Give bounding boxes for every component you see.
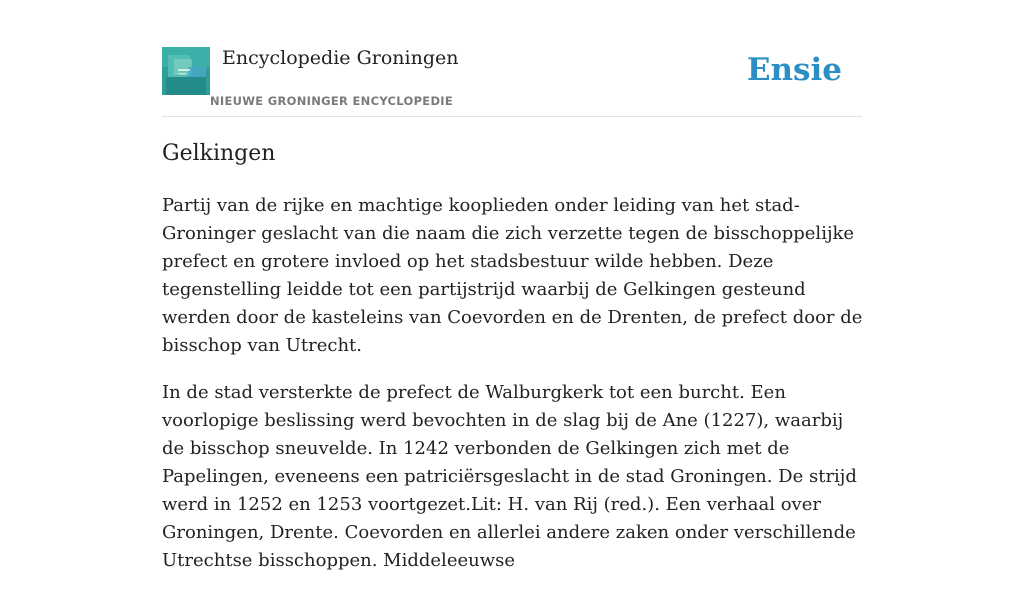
encyclopedia-logo-icon[interactable] xyxy=(162,47,210,95)
site-header xyxy=(162,46,862,117)
ensie-brand-logo[interactable]: Ensie xyxy=(746,52,842,88)
article xyxy=(162,138,864,594)
site-title[interactable]: Encyclopedie Groningen xyxy=(222,47,459,69)
article-paragraph-1: Partij van de rijke en machtige kooplieden onder leiding van het stad-Groninger geslacht van die naam die zich verzette tegen de bisschoppelijke prefect en grotere invloed op het stadsbestuur wilde hebben. Deze tegenstelling leidde tot een partijstrijd waarbij de Gelkingen gesteund werden door de kasteleins van Coevorden en de Drenten, de prefect door de bisschop van Utrecht. xyxy=(162,195,863,356)
article-paragraph-2: In de stad versterkte de prefect de Walburgkerk tot een burcht. Een voorlopige beslissing werd bevochten in de slag bij de Ane (1227), waarbij de bisschop sneuvelde. In 1242 verbonden de Gelkingen zich met de Papelingen, eveneens een patriciërsgeslacht in de stad Groningen. De strijd werd in 1252 en 1253 voortgezet.Lit: H. van Rij (red.). Een verhaal over Groningen, Drente. Coevorden en allerlei andere zaken onder verschillende Utrechtse bisschoppen. Middeleeuwse xyxy=(162,382,857,571)
article-title: Gelkingen xyxy=(162,141,276,166)
site-subtitle: NIEUWE GRONINGER ENCYCLOPEDIE xyxy=(210,94,454,108)
article-body xyxy=(162,192,864,575)
